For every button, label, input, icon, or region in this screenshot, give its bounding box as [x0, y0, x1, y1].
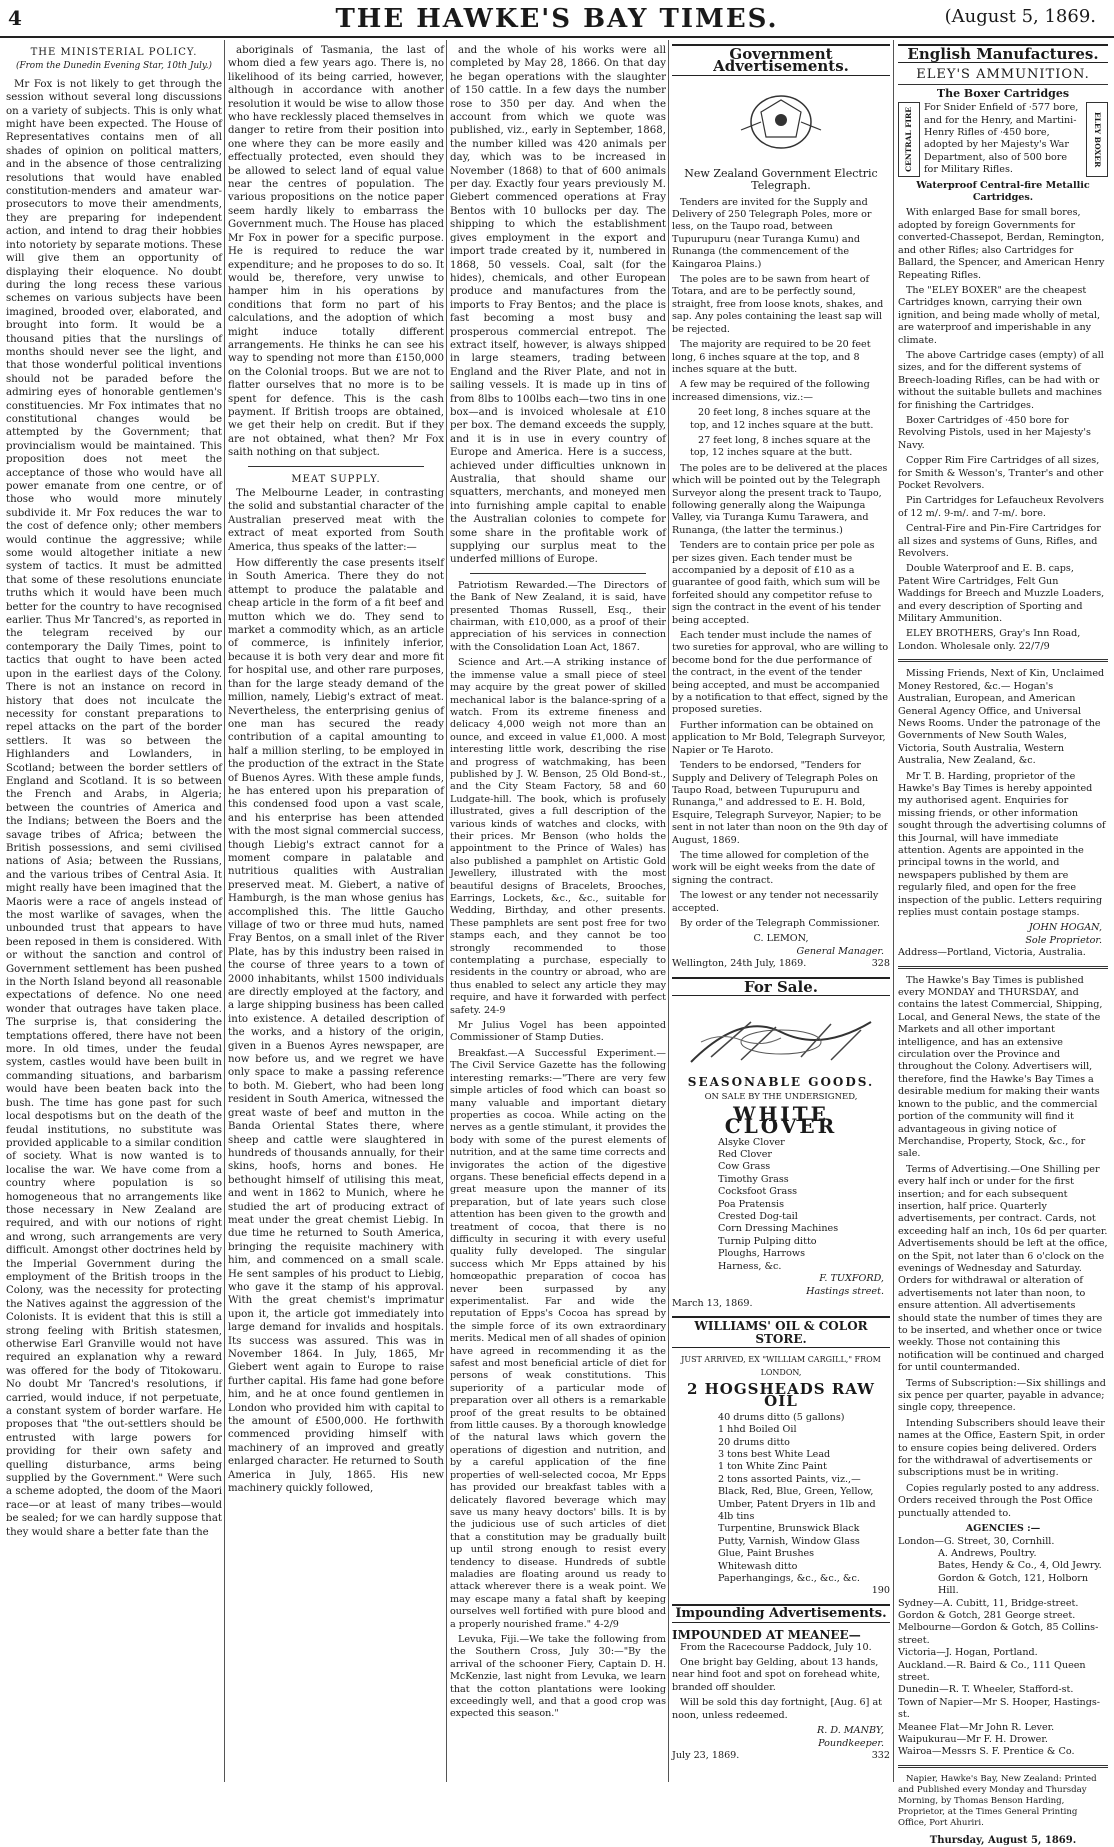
signature-title: Poundkeeper. — [818, 1737, 884, 1749]
list-item: Town of Napier—Mr S. Hooper, Hastings-st. — [898, 1696, 1101, 1721]
ad-date: March 13, 1869. — [672, 1297, 753, 1309]
imprint: Napier, Hawke's Bay, New Zealand: Printed and Published every Monday and Thursday Morning, by Thomas Benson Harding, Proprietor, at the Times General Printing Office, Port Ahuriri. — [898, 1773, 1097, 1828]
list-item: Dunedin—R. T. Wheeler, Stafford-st. — [898, 1684, 1074, 1696]
list-item: Sydney—A. Cubitt, 11, Bridge-street. Gordon & Gotch, 281 George street. — [898, 1597, 1079, 1621]
list-item: Turpentine, Brunswick Black — [718, 1523, 860, 1535]
signature-name: C. LEMON, — [753, 933, 809, 945]
ad-address: Address—Portland, Victoria, Australia. — [898, 947, 1086, 959]
ad-subheading: JUST ARRIVED, EX "WILLIAM CARGILL," FROM LONDON, — [681, 1355, 881, 1377]
divider — [898, 1765, 1108, 1768]
telegraph-crest-icon — [721, 82, 841, 162]
ad-dimension: 20 feet long, 8 inches square at the top, and 12 inches square at the butt. — [690, 407, 874, 431]
ad-paragraph: For Snider Enfield of ·577 bore, and for the Henry, and Martini-Henry Rifles of ·450 bore, adopted by her Majesty's War Department, also of 500 bore for Military Rifles. — [924, 102, 1079, 176]
ad-heading: SEASONABLE GOODS. — [687, 1075, 875, 1089]
list-item: Auckland.—R. Baird & Co., 111 Queen street. — [898, 1659, 1086, 1683]
ad-paragraph: Intending Subscribers should leave their names at the Office, Eastern Spit, in order to ensure copies being delivered. Orders for the withdrawal of advertisements or subscriptions must be in writing. — [898, 1417, 1105, 1479]
column-2 — [228, 44, 444, 1782]
article-paragraph: aboriginals of Tasmania, the last of whom died a few years ago. There is, no likelihood of its being carried, however, although in accordance with another resolution it would be wise to allow those who have recklessly placed themselves in danger to retire from their position into one where they can be more easily and effectually protected, even should they be allowed to select land of equal value near the centres of population. The various propositions on the notice paper seem hardly likely to embarrass the Government much. The House has placed Mr Fox in power for a specific purpose. He is required to reduce the war expenditure; and he proposes to do so. It would be, therefore, very unwise to hamper him in his operations by conditions that form no part of his calculations, and the adoption of which might induce totally different arrangements. He thinks he can see his way to spending not more than £150,000 on the Colonial troops. But we are not to flatter ourselves that no more is to be spent for defence. This is the cash payment. If British troops are obtained, we get their help on credit. But if they are not obtained, what then? Mr Fox saith nothing on that subject. — [228, 45, 444, 459]
ad-paragraph: Missing Friends, Next of Kin, Unclaimed Money Restored, &c.— Hogan's Australian, European, and American General Agency Office, and Universal News Rooms. Under the patronage of the Governments of New South Wales, Victoria, South Australia, Western Australia, New Zealand, &c. — [898, 668, 1105, 767]
list-item: Corn Dressing Machines — [718, 1223, 839, 1235]
list-item: Turnip Pulping ditto — [718, 1235, 817, 1247]
list-item: Cocksfoot Grass — [718, 1186, 798, 1198]
cartridge-block — [898, 102, 1108, 176]
page-number: 4 — [8, 6, 22, 30]
signature-name: F. TUXFORD, — [819, 1273, 884, 1285]
ad-paragraph: Each tender must include the names of two sureties for approval, who are willing to become bond for the due performance of the contract, in the event of the tender being accepted, and must be accompanied by a notification to that effect, signed by the proposed sureties. — [672, 630, 889, 716]
issue-date: (August 5, 1869. — [944, 6, 1096, 27]
list-item: Red Clover — [718, 1149, 772, 1161]
list-item: Victoria—J. Hogan, Portland. — [898, 1647, 1038, 1659]
list-item: London—G. Street, 30, Cornhill. — [898, 1535, 1055, 1547]
ad-product: 2 HOGSHEADS RAW OIL — [686, 1379, 876, 1411]
ad-number: 190 — [871, 1585, 890, 1597]
masthead — [0, 0, 1114, 38]
ad-paragraph: From the Racecourse Paddock, July 10. — [680, 1641, 872, 1653]
footer-date: Thursday, August 5, 1869. — [929, 1834, 1077, 1846]
list-item: 1 ton White Zinc Paint — [718, 1461, 827, 1473]
column-rule — [893, 40, 894, 1782]
ad-paragraph: Central-Fire and Pin-Fire Cartridges for all sizes and systems of Guns, Rifles, and Revolvers. — [898, 523, 1101, 560]
list-item: 20 drums ditto — [718, 1436, 790, 1448]
section-title: For Sale. — [672, 977, 890, 996]
ad-number: 328 — [871, 958, 890, 970]
ad-paragraph: One bright bay Gelding, about 13 hands, near hind foot and spot on forehead white, branded off shoulder. — [672, 1657, 881, 1693]
article-paragraph: Mr Fox is not likely to get through the session without several long discussions on a variety of subjects. This is only what might have been expected. The House of Representatives contains men of all shades of opinion on political matters, and in the absence of those centralizing resolutions that would have enabled constitution-menders and amateur war-prosecutors to move their amendments, they are preparing for independent action, and intend to drag their hobbies into notoriety by separate motions. These will give them an opportunity of displaying their eloquence. No doubt during the long recess these various schemes on various subjects have been imagined, brooded over, elaborated, and brought into form. It would be a thousand pities that the nurslings of months should never see the light, and that those wonderful political inventions should not be paraded before the admiring eyes of honorable gentlemen's constituencies. Mr Fox intimates that no constitutional changes would be attempted by the Government; that provincialism would be maintained. This proposition does not meet the acceptance of those who would have all power emanate from one centre, or of those who would more minutely subdivide it. Mr Fox reduces the war to the cost of defence only; other members would continue the aggressive; while some would altogether initiate a new system of tactics. It must be admitted that some of these resolutions enunciate truths which it would have been much better for the country to have recognised earlier. Thus Mr Tancred's, as reported in the telegram received by our contemporary the Daily Times, point to tactics that ought to have been acted upon in the earliest days of the Colony. There is not an instance on record in history that does not inculcate the necessity for constant preparations to repel attacks on the part of the border settlers. It was so between the Highlanders and Lowlanders, in Scotland; between the border settlers of England and Scotland. It is so between the French and Arabs, in Algeria; between the countries of America and the Indians; between the Boers and the savage tribes of Africa; between the British possessions, and semi civilised nations of Asia; between the Russians, and the various tribes of Central Asia. It might really have been imagined that the Maoris were a race of angels instead of the most warlike of savages, when the unbounded trust that appears to have been reposed in them is considered. With or without the sanction and control of Government settlement has been pushed in the North Island beyond all reasonable expectations of defence. No one need wonder that outrages have taken place. The surprise is, that considering the temptations offered, there have not been more. In old times, under the feudal system, castles would have been built in commanding situations, and barbarism would have been beaten back into the bush. The time has gone past for such local despotisms but on the death of the feudal institutions, no substitute was provided applicable to a similar condition of society. What is now wanted is to localise the war. We have come from a country where population is so homogeneous that no arrangements like those necessary in New Zealand are required, and with our notions of right and wrong, such arrangements are very difficult. Amongst other doctrines held by the Imperial Government during the employment of the British troops in the Colony, was the necessity for protecting the Natives against the aggression of the Colonists. It is evident that this is still a strong feeling with British statesmen, otherwise Earl Granville would not have required an explanation why a reward was offered for the body of Titokowaru. No doubt Mr Tancred's resolutions, if carried, would induce, if not perpetuate, a constant system of border warfare. He proposes that "the out-settlers should be entrusted with large powers for providing for their own safety and quelling disturbance, arms being supplied by the Government." Were such a scheme adopted, the doom of the Maori race—or at least of many tribes—would be sealed; for we can hardly suppose that they would share a better fate than the — [6, 78, 222, 1538]
list-item: Glue, Paint Brushes — [718, 1548, 815, 1560]
ad-date: Wellington, 24th July, 1869. — [672, 958, 807, 970]
ad-number: 332 — [871, 1749, 890, 1761]
cartridge-side-label: CENTRAL FIRE — [898, 102, 920, 176]
ad-paragraph: Terms of Advertising.—One Shilling per every half inch or under for the first insertion; and for each subsequent insertion, half price. Quarterly advertisements, per contract. Cards, not exceeding half an inch, 10s 6d per quarter. Advertisements should be left at the office, on the Spit, not later than 6 o'clock on the evenings of Wednesday and Saturday. Orders for withdrawal or alteration of advertisements not later than noon, to ensure attention. All advertisements should state the number of times they are to be inserted, and whether once or twice weekly. Those not containing this notification will be continued and charged for until countermanded. — [898, 1163, 1108, 1374]
list-item: Paperhangings, &c., &c., &c. — [718, 1573, 860, 1585]
agencies-list — [898, 1536, 1108, 1759]
ad-dimension: 27 feet long, 8 inches square at the top, 12 inches square at the butt. — [690, 434, 871, 459]
ad-paragraph: The lowest or any tender not necessarily accepted. — [672, 890, 879, 914]
list-item: Wairoa—Messrs S. F. Prentice & Co. — [898, 1746, 1075, 1758]
news-note: Mr Julius Vogel has been appointed Commissioner of Stamp Duties. — [450, 1020, 666, 1044]
paint-list — [672, 1412, 890, 1586]
signature-title: Sole Proprietor. — [1025, 934, 1102, 946]
newspaper-title: THE HAWKE'S BAY TIMES. — [335, 4, 779, 34]
list-item: Meanee Flat—Mr John R. Lever. — [898, 1721, 1055, 1733]
divider — [248, 466, 424, 467]
column-1 — [6, 44, 222, 1782]
ad-paragraph: The "ELEY BOXER" are the cheapest Cartridges known, carrying their own ignition, and being made wholly of metal, are waterproof and imperishable in any climate. — [898, 284, 1101, 346]
news-note: Levuka, Fiji.—We take the following from the Southern Cross, July 30:—"By the arrival of the schooner Fiery, Captain D. H. McKenzie, last night from Levuka, we learn that the cotton plantations were looking exceedingly well, and that a good crop was expected this season." — [450, 1633, 666, 1720]
column-rule — [224, 40, 225, 1782]
article-paragraph: and the whole of his works were all completed by May 28, 1866. On that day he began operations with the slaughter of 150 cattle. In a few days the number rose to 350 per day. And when the account from which we quote was published, viz., early in September, 1868, the number killed was 420 animals per day, which was to be increased in November (1868) to that of 600 animals per day. Exactly four years previously M. Giebert commenced operations at Fray Bentos with 10 bullocks per day. The shipping to which the establishment gives employment in the export and import trade created by it, numbered in 1868, 50 vessels. Coal, salt (for the hides), chemicals, and other European produce and manufactures from the imports to Fray Bentos; and the place is fast becoming a most busy and prosperous commercial entrepot. The extract itself, however, is always shipped in large steamers, trading between England and the River Plate, and not in sailing vessels. It is made up in tins of from 8lbs to 100lbs each—two tins in one box—and is invoiced wholesale at £10 per box. The demand exceeds the supply, and it is in use in every country of Europe and America. Here is a success, achieved under difficulties unknown in Australia, that should shame our squatters, merchants, and moneyed men into furnishing ample capital to enable the Australian colonies to compete for some share in the profitable work of supplying our surplus meat to the underfed millions of Europe. — [450, 45, 666, 566]
ad-paragraph: ELEY BROTHERS, Gray's Inn Road, London. Wholesale only. 22/7/9 — [898, 628, 1081, 652]
list-item: 1 hhd Boiled Oil — [718, 1424, 797, 1436]
article-source: (From the Dunedin Evening Star, 10th July.) — [16, 61, 212, 72]
ad-paragraph: The poles are to be delivered at the places which will be pointed out by the Telegraph Surveyor along the present track to Taupo, following generally along the Waipunga Valley, via Turanga Kumu Tarawera, and Runanga, (the latter the terminus.) — [672, 462, 888, 536]
ad-paragraph: A few may be required of the following increased dimensions, viz.:— — [672, 379, 870, 403]
ad-paragraph: The poles are to be sawn from heart of Totara, and are to be perfectly sound, straight, free from loose knots, shakes, and sap. Any poles containing the least sap will be rejected. — [672, 274, 884, 335]
news-note: Breakfast.—A Successful Experiment.—The Civil Service Gazette has the following interesting remarks:—"There are very few simple articles of food which can boast so many valuable and important dietary properties as cocoa. While acting on the nerves as a gentle stimulant, it provides the body with some of the purest elements of nutrition, and at the same time corrects and invigorates the action of the digestive organs. These beneficial effects depend in a great measure upon the manner of its preparation, but of late years such close attention has been given to the growth and treatment of cocoa, that there is no difficulty in securing it with every useful quality fully developed. The singular success which Mr Epps attained by his homœopathic preparation of cocoa has never been surpassed by any experimentalist. Far and wide the reputation of Epps's Cocoa has spread by the simple force of its own extraordinary merits. Medical men of all shades of opinion have agreed in recommending it as the safest and most beneficial article of diet for persons of weak constitutions. This superiority of a particular mode of preparation over all others is a remarkable proof of the great results to be obtained from little causes. By a thorough knowledge of the natural laws which govern the operations of digestion and nutrition, and by a careful application of the fine properties of well-selected cocoa, Mr Epps has provided our breakfast tables with a delicately flavored beverage which may save us many heavy doctors' bills. It is by the judicious use of such articles of diet that a constitution may be gradually built up until strong enough to resist every tendency to disease. Hundreds of subtle maladies are floating around us ready to attack wherever there is a weak point. We may escape many a fatal shaft by keeping ourselves well fortified with pure blood and a properly nourished frame." 4-2/9 — [450, 1047, 666, 1630]
list-item: 2 tons assorted Paints, viz.,— — [718, 1473, 861, 1485]
ad-heading: IMPOUNDED AT MEANEE— — [672, 1628, 861, 1643]
seed-list — [672, 1137, 890, 1273]
list-item: Timothy Grass — [718, 1173, 789, 1185]
ad-paragraph: Pin Cartridges for Lefaucheux Revolvers of 12 m/. 9-m/. and 7-m/. bore. — [898, 495, 1104, 519]
divider — [470, 573, 646, 574]
divider — [898, 966, 1108, 969]
ad-subheading: ON SALE BY THE UNDERSIGNED, — [704, 1092, 858, 1103]
list-item: A. Andrews, Poultry. — [938, 1547, 1037, 1559]
column-5 — [898, 44, 1108, 1846]
news-note: Patriotism Rewarded.—The Directors of the Bank of New Zealand, it is said, have presented Thomas Russell, Esq., their chairman, with £10,000, as a proof of their appreciation of his services in connection with the Consolidation Loan Act, 1867. — [450, 579, 666, 653]
ad-paragraph: The majority are required to be 20 feet long, 6 inches square at the top, and 8 inches square at the butt. — [672, 339, 871, 375]
agencies-title: AGENCIES :— — [965, 1523, 1041, 1535]
ad-subheading: The Boxer Cartridges — [936, 86, 1070, 100]
list-item: Crested Dog-tail — [718, 1211, 798, 1223]
section-title: English Manufactures. — [898, 44, 1108, 63]
article-title: THE MINISTERIAL POLICY. — [30, 47, 198, 58]
ad-paragraph: Terms of Subscription:—Six shillings and six pence per quarter, payable in advance; single copy, threepence. — [898, 1377, 1106, 1414]
list-item: 40 drums ditto (5 gallons) — [718, 1411, 845, 1423]
ad-paragraph: Further information can be obtained on application to Mr Bold, Telegraph Surveyor, Napier or Te Haroto. — [672, 719, 886, 756]
list-item: Whitewash ditto — [718, 1560, 798, 1572]
cartridge-side-label: ELEY BOXER — [1086, 102, 1108, 176]
ad-paragraph: The above Cartridge cases (empty) of all sizes, and for the different systems of Breech-loading Rifles, can be had with or without the suitable bullets and machines for finishing the Cartridges. — [898, 349, 1104, 411]
column-rule — [668, 40, 669, 1782]
section-title: WILLIAMS' OIL & COLOR STORE. — [672, 1316, 890, 1348]
signature-name: JOHN HOGAN, — [1028, 922, 1102, 934]
column-rule — [446, 40, 447, 1782]
ad-paragraph: The time allowed for completion of the work will be eight weeks from the date of signing the contract. — [672, 849, 875, 886]
ad-paragraph: The Hawke's Bay Times is published every MONDAY and THURSDAY, and contains the latest Commercial, Shipping, Local, and General News, the state of the Markets and all other important intelligence, and has an extensive circulation over the Province and throughout the Colony. Advertisers will, therefore, find the Hawke's Bay Times a desirable medium for making their wants known to the public, and the commercial portion of the community will find it advantageous in giving notice of Merchandise, Property, Stock, &c., for sale. — [898, 974, 1103, 1160]
ad-paragraph: Double Waterproof and E. B. caps, Patent Wire Cartridges, Felt Gun Waddings for Breech and Muzzle Loaders, and every description of Sporting and Military Ammunition. — [898, 563, 1105, 625]
list-item: Melbourne—Gordon & Gotch, 85 Collins-street. — [898, 1622, 1099, 1646]
signature-title: General Manager. — [796, 945, 884, 957]
list-item: Alsyke Clover — [718, 1136, 785, 1148]
ad-paragraph: Copper Rim Fire Cartridges of all sizes, for Smith & Wesson's, Tranter's and other Pocket Revolvers. — [898, 455, 1104, 491]
list-item: Bates, Hendy & Co., 4, Old Jewry. — [938, 1560, 1102, 1572]
ad-paragraph: Tenders to be endorsed, "Tenders for Supply and Delivery of Telegraph Poles on Taupo Road, between Tupurupuru and Runanga," and addressed to E. H. Bold, Esquire, Telegraph Surveyor, Napier; to be sent in not later than noon on the 9th day of August, 1869. — [672, 760, 888, 846]
column-4 — [672, 44, 890, 1782]
list-item: Ploughs, Harrows — [718, 1248, 805, 1260]
list-item: Gordon & Gotch, 121, Holborn Hill. — [938, 1572, 1089, 1597]
section-title: Government Advertisements. — [672, 44, 890, 76]
ad-paragraph: Tenders are to contain price per pole as per sizes given. Each tender must be accompanied by a deposit of £10 as a guarantee of good faith, which sum will be forfeited should any competitor refuse to sign the contract in the event of his tender being accepted. — [672, 540, 881, 626]
ad-heading: ELEY'S AMMUNITION. — [898, 69, 1108, 84]
signature-name: R. D. MANBY, — [817, 1725, 884, 1737]
list-item: Cow Grass — [718, 1161, 771, 1173]
divider — [898, 659, 1108, 662]
list-item: Waipukurau—Mr F. H. Drower. — [898, 1734, 1048, 1745]
ad-product: WHITE CLOVER — [724, 1101, 838, 1139]
article-paragraph: How differently the case presents itself in South America. There they do not attempt to produce the palatable and cheap article in the form of a fit beef and mutton which we do. They send to market a commodity which, as an article of commerce, is infinitely inferior, because it is both very dear and more fit for hospital use, and other rare purposes, than for the large steady demand of the million, namely, Liebig's extract of meat. Nevertheless, the enterprising genius of one man has secured the ready contribution of a capital amounting to half a million sterling, to be employed in the production of the extract in the State of Buenos Ayres. With these ample funds, he has entered upon his preparation of this condensed food upon a vast scale, and his enterprise has been attended with the most signal commercial success, though Liebig's extract cannot for a moment compare in palatable and nutritious qualities with Australian preserved meat. M. Giebert, a native of Hamburgh, is the man whose genius has accomplished this. The little Gaucho village of two or three mud huts, named Fray Bentos, on a small inlet of the River Plate, has by this industry been raised in the course of three years to a town of 2000 inhabitants, whilst 1500 individuals are directly employed at the factory, and a large shipping business has been called into existence. A detailed description of the works, and a history of the origin, given in a Buenos Ayres newspaper, are now before us, and we regret we have only space to make a passing reference to both. M. Giebert, who had been long resident in South America, witnessed the great waste of beef and mutton in the Banda Oriental States there, where sheep and cattle were slaughtered in hundreds of thousands annually, for their skins, hoofs, horns and bones. He bethought himself of utilising this meat, and went in 1862 to Munich, where he studied the art of producing extract of meat under the great chemist Liebig. In due time he returned to South America, bringing the requisite machinery with him, and commenced on a small scale. He sent samples of his product to Liebig, who gave it the stamp of his approval. With the great chemist's imprimatur upon it, the article got immediately into large demand for invalids and hospitals. Its success was assured. This was in November 1864. In July, 1865, Mr Giebert went again to Europe to raise further capital. His fame had gone before him, and he at once found gentlemen in London who provided him with capital to the amount of £500,000. He forthwith commenced providing himself with machinery of an improved and greatly enlarged character. He returned to South America in July, 1865. His new machinery quickly followed, — [228, 558, 444, 1495]
article-paragraph: The Melbourne Leader, in contrasting the solid and substantial character of the Australian preserved meat with the extract of meat exported from South America, thus speaks of the latter:— — [228, 488, 444, 553]
news-note: Science and Art.—A striking instance of the immense value a small piece of steel may acquire by the great power of skilled mechanical labor is the balance-spring of a watch. From its extreme fineness and delicacy 4,000 weigh not more than an ounce, and exceed in value £1,000. A most interesting little work, describing the rise and progress of watchmaking, has been published by J. W. Benson, 25 Old Bond-st., and the City Steam Factory, 58 and 60 Ludgate-hill. The book, which is profusely illustrated, gives a full description of the various kinds of watches and clocks, with their prices. Mr Benson (who holds the appointment to the Prince of Wales) has also published a pamphlet on Artistic Gold Jewellery, illustrated with the most beautiful designs of Bracelets, Brooches, Earrings, Lockets, &c., &c., suitable for Wedding, Birthday, and other presents. These pamphlets are sent post free for two stamps each, and they cannot be too strongly recommended to those contemplating a purchase, especially to residents in the country or abroad, who are thus enabled to select any article they may require, and have it forwarded with perfect safety. 24-9 — [450, 657, 666, 1016]
ad-paragraph: Copies regularly posted to any address. Orders received through the Post Office punctually attended to. — [898, 1482, 1100, 1519]
ad-paragraph: Tenders are invited for the Supply and Delivery of 250 Telegraph Poles, more or less, on the Taupo road, between Tupurupuru (near Turanga Kumu) and Runanga (the commencement of the Kaingaroa Plains.) — [672, 196, 872, 270]
ad-paragraph: By order of the Telegraph Commissioner. — [680, 917, 880, 929]
article-title: MEAT SUPPLY. — [291, 473, 381, 485]
ad-paragraph: Will be sold this day fortnight, [Aug. 6] at noon, unless redeemed. — [672, 1697, 883, 1721]
ad-title: New Zealand Government Electric Telegraph. — [684, 166, 878, 193]
column-3 — [450, 44, 666, 1782]
signature-address: Hastings street. — [806, 1285, 884, 1297]
ad-subheading: Waterproof Central-fire Metallic Cartridges. — [916, 179, 1090, 204]
ad-date: July 23, 1869. — [672, 1749, 740, 1761]
ad-paragraph: Boxer Cartridges of ·450 bore for Revolving Pistols, used in her Majesty's Navy. — [898, 414, 1091, 451]
list-item: Harness, &c. — [718, 1260, 782, 1272]
ad-paragraph: Mr T. B. Harding, proprietor of the Hawke's Bay Times is hereby appointed my authorised agent. Enquiries for missing friends, or other information sought through the advertising columns of this Journal, will have immediate attention. Agents are appointed in the principal towns in the world, and newspapers published by them are regularly filed, and open for the free inspection of the public. Letters requiring replies must contain postage stamps. — [898, 770, 1106, 918]
list-item: Black, Red, Blue, Green, Yellow, Umber, Patent Dryers in 1lb and 4lb tins — [718, 1486, 876, 1522]
list-item: Putty, Varnish, Window Glass — [718, 1535, 860, 1547]
ad-paragraph: With enlarged Base for small bores, adopted by foreign Governments for converted-Chassepot, Berdan, Remington, and other Rifles; also Cartridges for Ballard, the Spencer, and American Henry Repeating Rifles. — [898, 207, 1105, 281]
list-item: Poa Pratensis — [718, 1198, 784, 1210]
section-title: Impounding Advertisements. — [672, 1604, 890, 1623]
list-item: 3 tons best White Lead — [718, 1448, 831, 1460]
harvest-tools-icon — [681, 1002, 881, 1072]
